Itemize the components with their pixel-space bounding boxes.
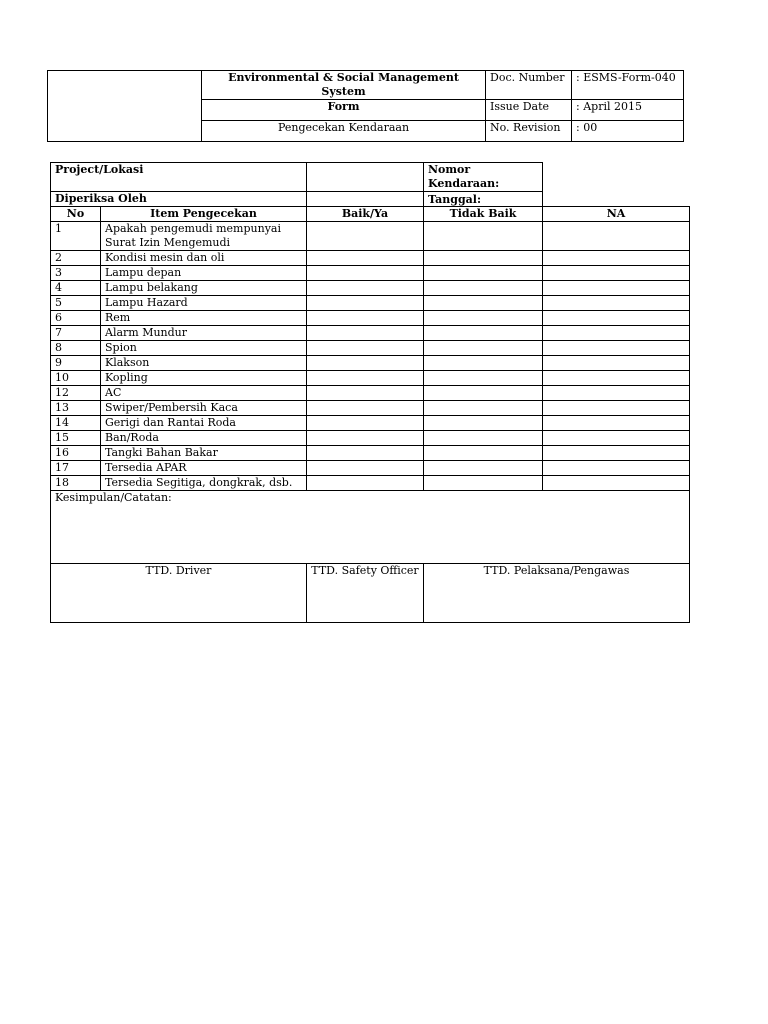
not-good-cell[interactable] bbox=[424, 401, 543, 416]
item-no: 17 bbox=[51, 461, 101, 476]
not-good-cell[interactable] bbox=[424, 476, 543, 491]
item-name: Alarm Mundur bbox=[101, 326, 307, 341]
form-header bbox=[47, 70, 684, 142]
item-name: AC bbox=[101, 386, 307, 401]
na-cell[interactable] bbox=[543, 296, 690, 311]
item-name: Kopling bbox=[101, 371, 307, 386]
doc-number-label: Doc. Number bbox=[486, 71, 572, 100]
na-cell[interactable] bbox=[543, 386, 690, 401]
table-row bbox=[51, 386, 690, 401]
item-name: Tersedia APAR bbox=[101, 461, 307, 476]
not-good-cell[interactable] bbox=[424, 461, 543, 476]
good-cell[interactable] bbox=[307, 356, 424, 371]
good-cell[interactable] bbox=[307, 311, 424, 326]
not-good-cell[interactable] bbox=[424, 446, 543, 461]
table-row bbox=[51, 296, 690, 311]
na-cell[interactable] bbox=[543, 476, 690, 491]
good-cell[interactable] bbox=[307, 341, 424, 356]
good-cell[interactable] bbox=[307, 296, 424, 311]
item-no: 3 bbox=[51, 266, 101, 281]
na-cell[interactable] bbox=[543, 341, 690, 356]
na-cell[interactable] bbox=[543, 446, 690, 461]
item-name: Lampu depan bbox=[101, 266, 307, 281]
table-row bbox=[51, 341, 690, 356]
issue-date-label: Issue Date bbox=[486, 100, 572, 121]
good-cell[interactable] bbox=[307, 251, 424, 266]
table-row bbox=[51, 401, 690, 416]
issue-date-value: : April 2015 bbox=[572, 100, 684, 121]
item-name: Tangki Bahan Bakar bbox=[101, 446, 307, 461]
col-na-header: NA bbox=[543, 207, 690, 222]
logo-cell bbox=[48, 71, 202, 142]
not-good-cell[interactable] bbox=[424, 416, 543, 431]
item-no: 1 bbox=[51, 222, 101, 251]
na-cell[interactable] bbox=[543, 371, 690, 386]
item-name: Spion bbox=[101, 341, 307, 356]
not-good-cell[interactable] bbox=[424, 311, 543, 326]
good-cell[interactable] bbox=[307, 266, 424, 281]
not-good-cell[interactable] bbox=[424, 296, 543, 311]
not-good-cell[interactable] bbox=[424, 326, 543, 341]
col-not-good-header: Tidak Baik bbox=[424, 207, 543, 222]
system-title: Environmental & Social Management System bbox=[202, 71, 486, 100]
date-label: Tanggal: bbox=[428, 193, 482, 206]
table-row bbox=[51, 431, 690, 446]
checked-by-label: Diperiksa Oleh bbox=[51, 192, 307, 207]
item-name: Tersedia Segitiga, dongkrak, dsb. bbox=[101, 476, 307, 491]
supervisor-signature[interactable]: TTD. Pelaksana/Pengawas bbox=[424, 564, 690, 623]
na-cell[interactable] bbox=[543, 326, 690, 341]
not-good-cell[interactable] bbox=[424, 251, 543, 266]
not-good-cell[interactable] bbox=[424, 266, 543, 281]
item-name: Lampu Hazard bbox=[101, 296, 307, 311]
date-field[interactable] bbox=[543, 193, 688, 207]
item-name: Gerigi dan Rantai Roda bbox=[101, 416, 307, 431]
na-cell[interactable] bbox=[543, 401, 690, 416]
not-good-cell[interactable] bbox=[424, 281, 543, 296]
item-name: Apakah pengemudi mempunyai Surat Izin Mengemudi bbox=[101, 222, 307, 251]
item-name: Lampu belakang bbox=[101, 281, 307, 296]
col-good-header: Baik/Ya bbox=[307, 207, 424, 222]
table-row bbox=[51, 311, 690, 326]
col-no-header: No bbox=[51, 207, 101, 222]
vehicle-info-divider bbox=[423, 162, 424, 207]
na-cell[interactable] bbox=[543, 311, 690, 326]
driver-signature[interactable]: TTD. Driver bbox=[51, 564, 307, 623]
na-cell[interactable] bbox=[543, 461, 690, 476]
table-row bbox=[51, 476, 690, 491]
item-name: Swiper/Pembersih Kaca bbox=[101, 401, 307, 416]
item-no: 7 bbox=[51, 326, 101, 341]
revision-value: : 00 bbox=[572, 121, 684, 142]
na-cell[interactable] bbox=[543, 416, 690, 431]
vehicle-number-label: Nomor Kendaraan: bbox=[428, 163, 500, 190]
item-no: 9 bbox=[51, 356, 101, 371]
na-cell[interactable] bbox=[543, 356, 690, 371]
na-cell[interactable] bbox=[543, 266, 690, 281]
vehicle-number-field[interactable] bbox=[543, 163, 688, 191]
not-good-cell[interactable] bbox=[424, 386, 543, 401]
good-cell[interactable] bbox=[307, 431, 424, 446]
not-good-cell[interactable] bbox=[424, 431, 543, 446]
good-cell[interactable] bbox=[307, 461, 424, 476]
good-cell[interactable] bbox=[307, 416, 424, 431]
item-no: 2 bbox=[51, 251, 101, 266]
good-cell[interactable] bbox=[307, 371, 424, 386]
item-no: 10 bbox=[51, 371, 101, 386]
item-no: 13 bbox=[51, 401, 101, 416]
table-row bbox=[51, 356, 690, 371]
item-no: 15 bbox=[51, 431, 101, 446]
item-no: 12 bbox=[51, 386, 101, 401]
good-cell[interactable] bbox=[307, 326, 424, 341]
item-no: 5 bbox=[51, 296, 101, 311]
item-no: 16 bbox=[51, 446, 101, 461]
good-cell[interactable] bbox=[307, 446, 424, 461]
good-cell[interactable] bbox=[307, 386, 424, 401]
checklist-table bbox=[50, 162, 690, 623]
not-good-cell[interactable] bbox=[424, 341, 543, 356]
item-no: 8 bbox=[51, 341, 101, 356]
not-good-cell[interactable] bbox=[424, 371, 543, 386]
table-row bbox=[51, 446, 690, 461]
item-no: 4 bbox=[51, 281, 101, 296]
project-label: Project/Lokasi bbox=[51, 163, 307, 192]
revision-label: No. Revision bbox=[486, 121, 572, 142]
col-item-header: Item Pengecekan bbox=[101, 207, 307, 222]
not-good-cell[interactable] bbox=[424, 222, 543, 251]
form-label: Form bbox=[202, 100, 486, 121]
item-no: 14 bbox=[51, 416, 101, 431]
table-row bbox=[51, 281, 690, 296]
item-no: 18 bbox=[51, 476, 101, 491]
item-name: Klakson bbox=[101, 356, 307, 371]
table-row bbox=[51, 266, 690, 281]
item-name: Rem bbox=[101, 311, 307, 326]
good-cell[interactable] bbox=[307, 281, 424, 296]
item-name: Kondisi mesin dan oli bbox=[101, 251, 307, 266]
table-row bbox=[51, 326, 690, 341]
table-row bbox=[51, 416, 690, 431]
form-title: Pengecekan Kendaraan bbox=[202, 121, 486, 142]
good-cell[interactable] bbox=[307, 476, 424, 491]
table-row bbox=[51, 222, 690, 251]
na-cell[interactable] bbox=[543, 281, 690, 296]
na-cell[interactable] bbox=[543, 431, 690, 446]
item-no: 6 bbox=[51, 311, 101, 326]
notes-field[interactable] bbox=[51, 491, 690, 564]
good-cell[interactable] bbox=[307, 401, 424, 416]
table-row bbox=[51, 371, 690, 386]
na-cell[interactable] bbox=[543, 222, 690, 251]
notes-label: Kesimpulan/Catatan: bbox=[55, 491, 172, 504]
not-good-cell[interactable] bbox=[424, 356, 543, 371]
na-cell[interactable] bbox=[543, 251, 690, 266]
doc-number-value: : ESMS-Form-040 bbox=[572, 71, 684, 100]
table-row bbox=[51, 461, 690, 476]
good-cell[interactable] bbox=[307, 222, 424, 251]
item-name: Ban/Roda bbox=[101, 431, 307, 446]
safety-officer-signature[interactable]: TTD. Safety Officer bbox=[307, 564, 424, 623]
table-row bbox=[51, 251, 690, 266]
